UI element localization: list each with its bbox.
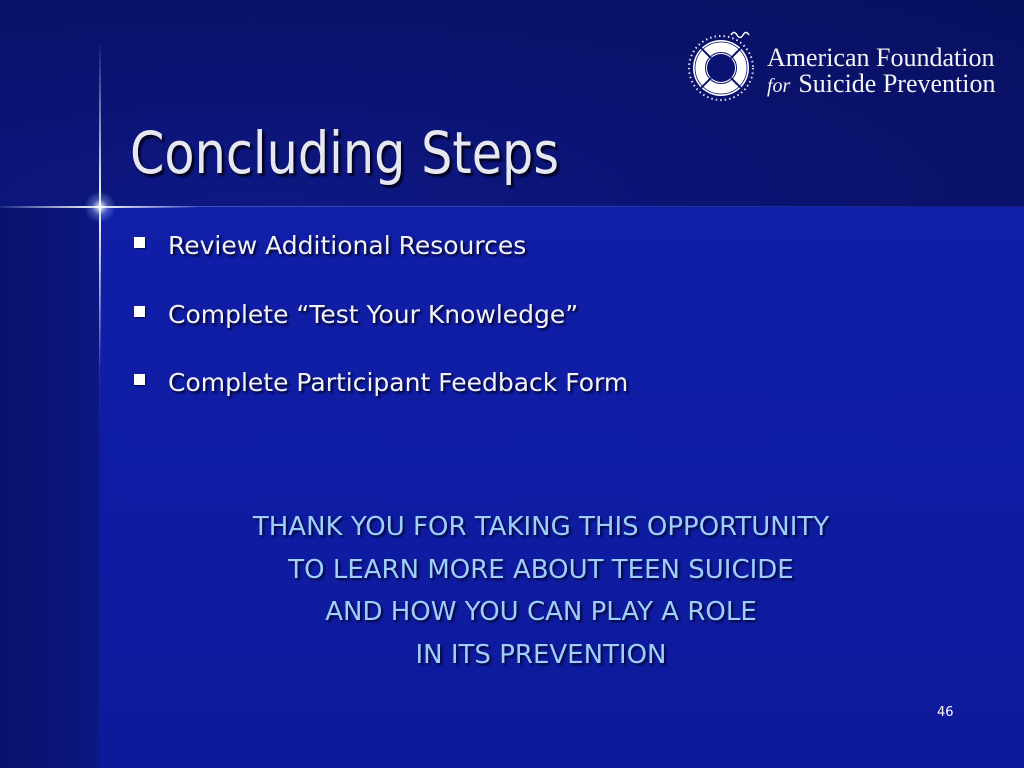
closing-line: IN ITS PREVENTION: [415, 640, 667, 671]
square-bullet-icon: [134, 237, 145, 248]
logo-name-line2: [767, 71, 995, 99]
life-ring-icon: [686, 26, 766, 108]
afsp-logo: [686, 26, 1004, 108]
closing-line: THANK YOU FOR TAKING THIS OPPORTUNITY: [252, 512, 830, 542]
logo-for-text: for: [767, 75, 791, 97]
square-bullet-icon: [134, 374, 145, 385]
slide-title: Concluding Steps: [130, 119, 560, 187]
bullet-item: [134, 233, 734, 258]
glint-star-icon: [84, 191, 116, 223]
closing-line: AND HOW YOU CAN PLAY A ROLE: [325, 597, 757, 628]
bullet-list: [134, 233, 734, 439]
bullet-item: [134, 299, 734, 329]
bullet-text: Review Additional Resources: [168, 231, 527, 260]
square-bullet-icon: [134, 306, 145, 317]
panel-edge-horizontal: [100, 206, 1024, 207]
closing-message: [221, 506, 861, 677]
left-strip: [0, 207, 100, 768]
logo-name-line2-text: Suicide Prevention: [798, 69, 996, 98]
bullet-text: Complete Participant Feedback Form: [168, 368, 629, 397]
page-number: 46: [937, 705, 954, 720]
logo-name-line1: American Foundation: [767, 43, 995, 72]
closing-line: TO LEARN MORE ABOUT TEEN SUICIDE: [288, 554, 794, 585]
bullet-text: Complete “Test Your Knowledge”: [168, 299, 579, 329]
bullet-item: [134, 370, 734, 395]
